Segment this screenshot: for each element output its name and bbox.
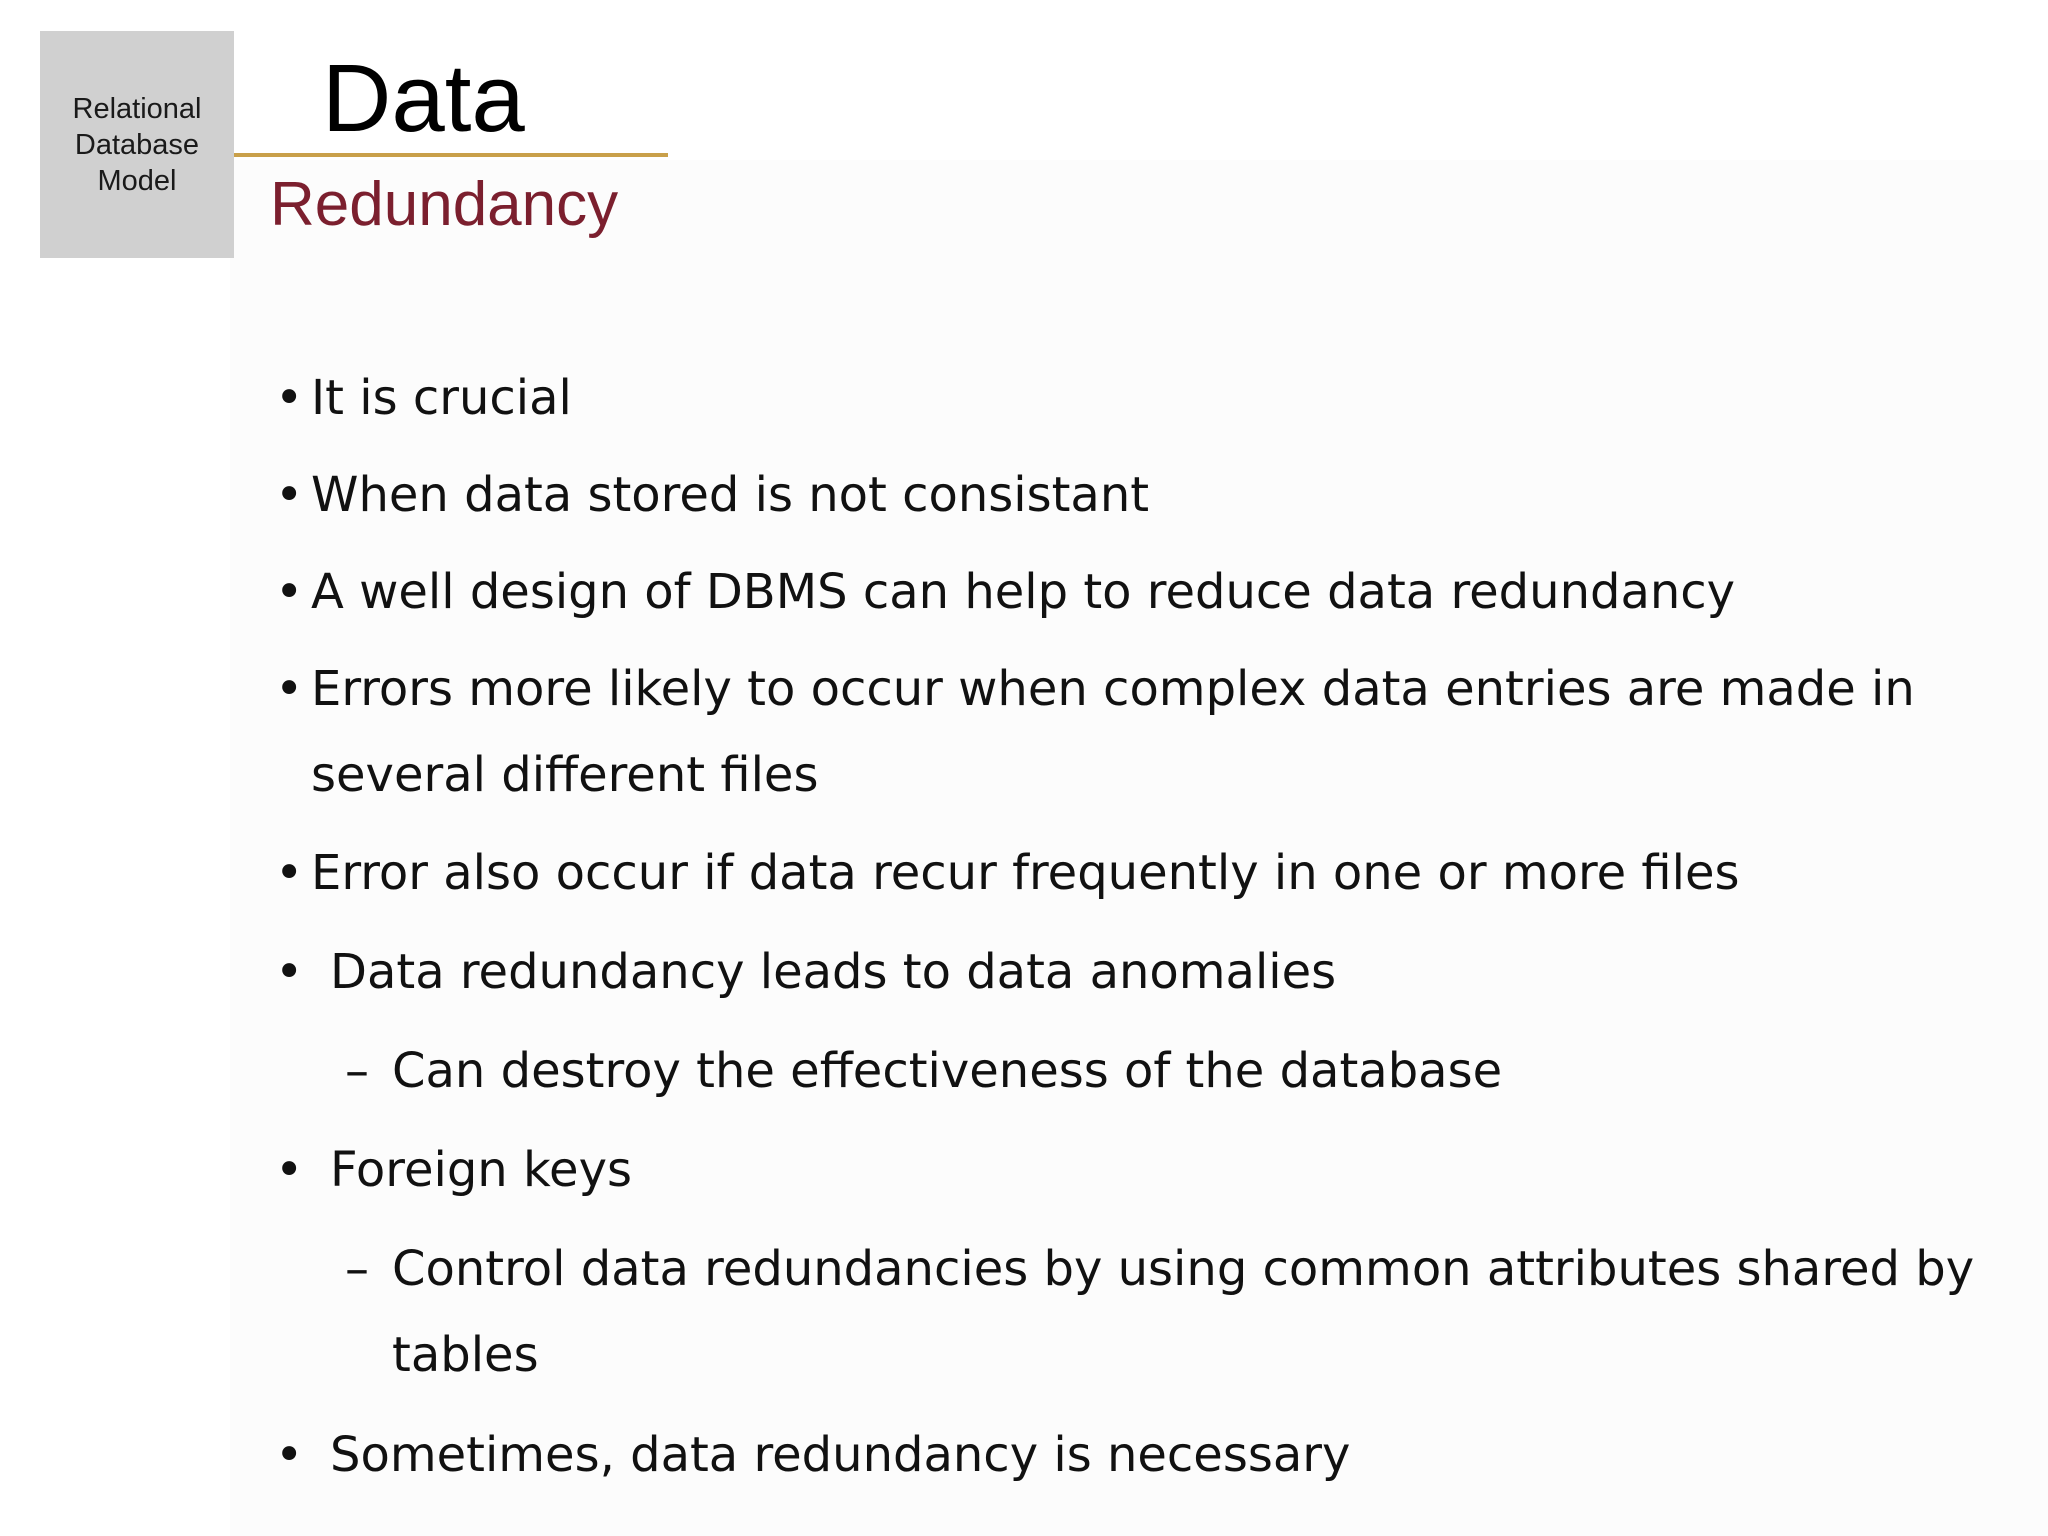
sub-bullet-text: Can destroy the effectiveness of the database	[392, 1043, 1503, 1099]
sub-bullet-text: Control data redundancies by using common attributes shared by tables	[392, 1241, 1975, 1383]
bullet-text: Errors more likely to occur when complex data entries are made in several different files	[311, 661, 1915, 803]
bullet-item	[275, 830, 1740, 916]
bullet-text: Sometimes, data redundancy is necessary	[330, 1427, 1351, 1483]
sub-bullet-marker: –	[345, 1241, 369, 1297]
sub-bullet-marker: –	[345, 1043, 369, 1099]
bullet-marker: •	[275, 944, 304, 1000]
title-divider	[234, 153, 668, 157]
bullet-text: Error also occur if data recur frequently in one or more files	[311, 845, 1740, 901]
bullet-marker: •	[275, 845, 304, 901]
bullet-text: Foreign keys	[330, 1142, 632, 1198]
bullet-text: Data redundancy leads to data anomalies	[330, 944, 1337, 1000]
bullet-item	[275, 549, 1735, 635]
sub-bullet-item	[345, 1226, 2025, 1398]
bullet-item	[275, 1127, 632, 1213]
section-tag	[40, 31, 234, 258]
bullet-text: It is crucial	[311, 370, 572, 426]
bullet-text: A well design of DBMS can help to reduce data redundancy	[311, 564, 1736, 620]
slide-subtitle: Redundancy	[270, 170, 619, 239]
bullet-marker: •	[275, 370, 304, 426]
bullet-marker: •	[275, 1142, 304, 1198]
bullet-marker: •	[275, 564, 304, 620]
bullet-marker: •	[275, 1427, 304, 1483]
bullet-item	[275, 1412, 1350, 1498]
bullet-marker: •	[275, 467, 304, 523]
bullet-item	[275, 355, 572, 441]
bullet-item	[275, 929, 1336, 1015]
section-tag-label: Relational Database Model	[72, 92, 202, 197]
bullet-item	[275, 646, 1985, 818]
bullet-text: When data stored is not consistant	[311, 467, 1150, 523]
slide-title: Data	[322, 45, 525, 152]
bullet-item	[275, 452, 1149, 538]
sub-bullet-item	[345, 1028, 1502, 1114]
bullet-marker: •	[275, 661, 304, 717]
